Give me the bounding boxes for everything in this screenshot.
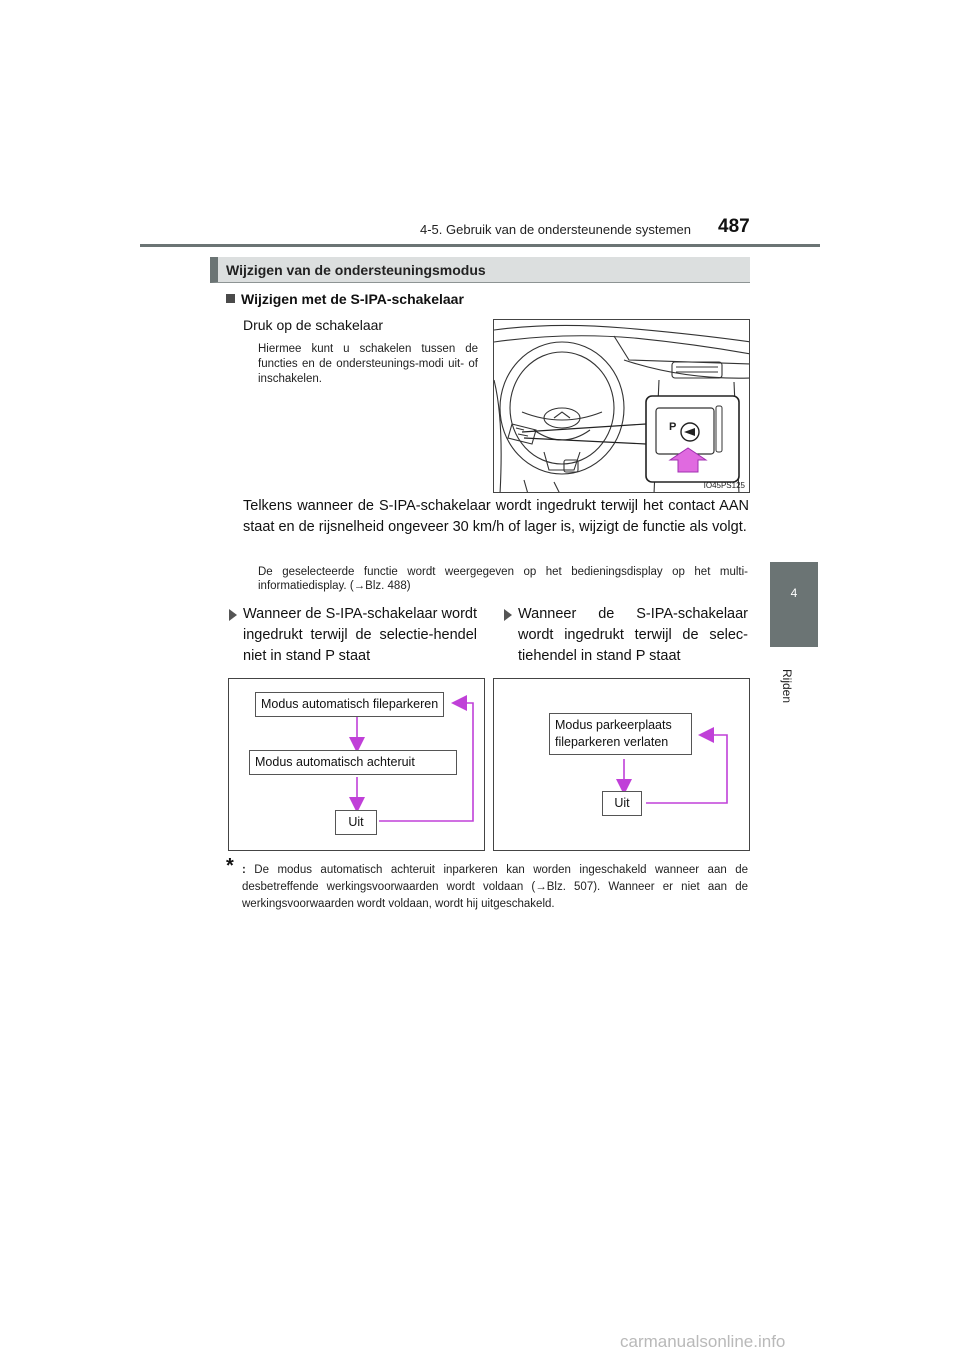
chapter-side-tab [770, 562, 818, 647]
header-rule [140, 244, 820, 247]
mode-box-auto-reverse: Modus automatisch achteruit [249, 750, 457, 775]
subsection-heading [226, 291, 464, 307]
mode-cycle-diagram-left [228, 678, 485, 851]
triangle-bullet-icon [504, 609, 512, 621]
footnote-text: De modus automatisch achteruit inparkeren kan worden ingeschakeld wanneer aan de desbetreffende werkingsvoorwaarden wordt voldaan (→Blz. 507). Wanneer er niet aan de werkingsvoorwaarden wordt voldaan, wordt hij uitgeschakeld. [242, 864, 748, 910]
page-number: 487 [718, 216, 750, 237]
watermark: carmanualsonline.info [620, 1332, 786, 1351]
mode-box-auto-parallel: Modus automatisch fileparkeren [255, 692, 444, 717]
dashboard-drawing [494, 320, 750, 493]
mode-cycle-arrows-right [494, 679, 751, 852]
section-heading [210, 257, 750, 283]
footnote-marker: * [226, 855, 234, 877]
step-instruction: Druk op de schakelaar [243, 317, 384, 333]
mode-box-off: Uit [335, 810, 377, 835]
triangle-bullet-icon [229, 609, 237, 621]
footnote: * : De modus automatisch achteruit inparkeren kan worden ingeschakeld wanneer aan de desbetreffende werkingsvoorwaarden wordt voldaan (→Blz. 507). Wanneer er niet aan de werkingsvoorwaarden wordt voldaan, wordt hij uitgeschakeld. [226, 855, 748, 910]
chapter-side-label [780, 657, 810, 717]
mode-cycle-diagram-right [493, 678, 750, 851]
chapter-number: 4 [790, 586, 798, 600]
left-column-heading-text: Wanneer de S-IPA-schakelaar wordt ingedrukt terwijl de selectie-hendel niet in stand P staat [243, 606, 477, 664]
subsection-heading-text: Wijzigen met de S-IPA-schakelaar [241, 291, 464, 307]
chapter-title: 4-5. Gebruik van de ondersteunende systemen [420, 222, 692, 237]
mode-box-parking-exit: Modus parkeerplaats fileparkeren verlaten [549, 713, 692, 755]
figure-code: IO45PS125 [703, 481, 745, 490]
left-column-heading [243, 604, 477, 667]
section-heading-text: Wijzigen van de ondersteuningsmodus [226, 262, 486, 278]
button-letter: P [669, 421, 677, 433]
body-paragraph: Telkens wanneer de S-IPA-schakelaar wordt ingedrukt terwijl het contact AAN staat en de rijsnelheid ongeveer 30 km/h of lager is, wijzigt de functie als volgt. [243, 498, 749, 535]
chapter-side-label-text: Rijden [780, 668, 795, 704]
body-note: De geselecteerde functie wordt weergegeven op het bedieningsdisplay op het multi-informatiedisplay. (→Blz. 488) [258, 566, 748, 592]
right-column-heading [518, 604, 748, 667]
step-note: Hiermee kunt u schakelen tussen de functies en de ondersteunings-modi uit- of inschakelen. [258, 343, 478, 385]
dashboard-illustration [493, 319, 750, 493]
right-column-heading-text: Wanneer de S-IPA-schakelaar wordt ingedrukt terwijl de selec-tiehendel in stand P staat [518, 606, 748, 664]
square-bullet-icon [226, 294, 235, 303]
mode-box-off: Uit [602, 791, 642, 816]
